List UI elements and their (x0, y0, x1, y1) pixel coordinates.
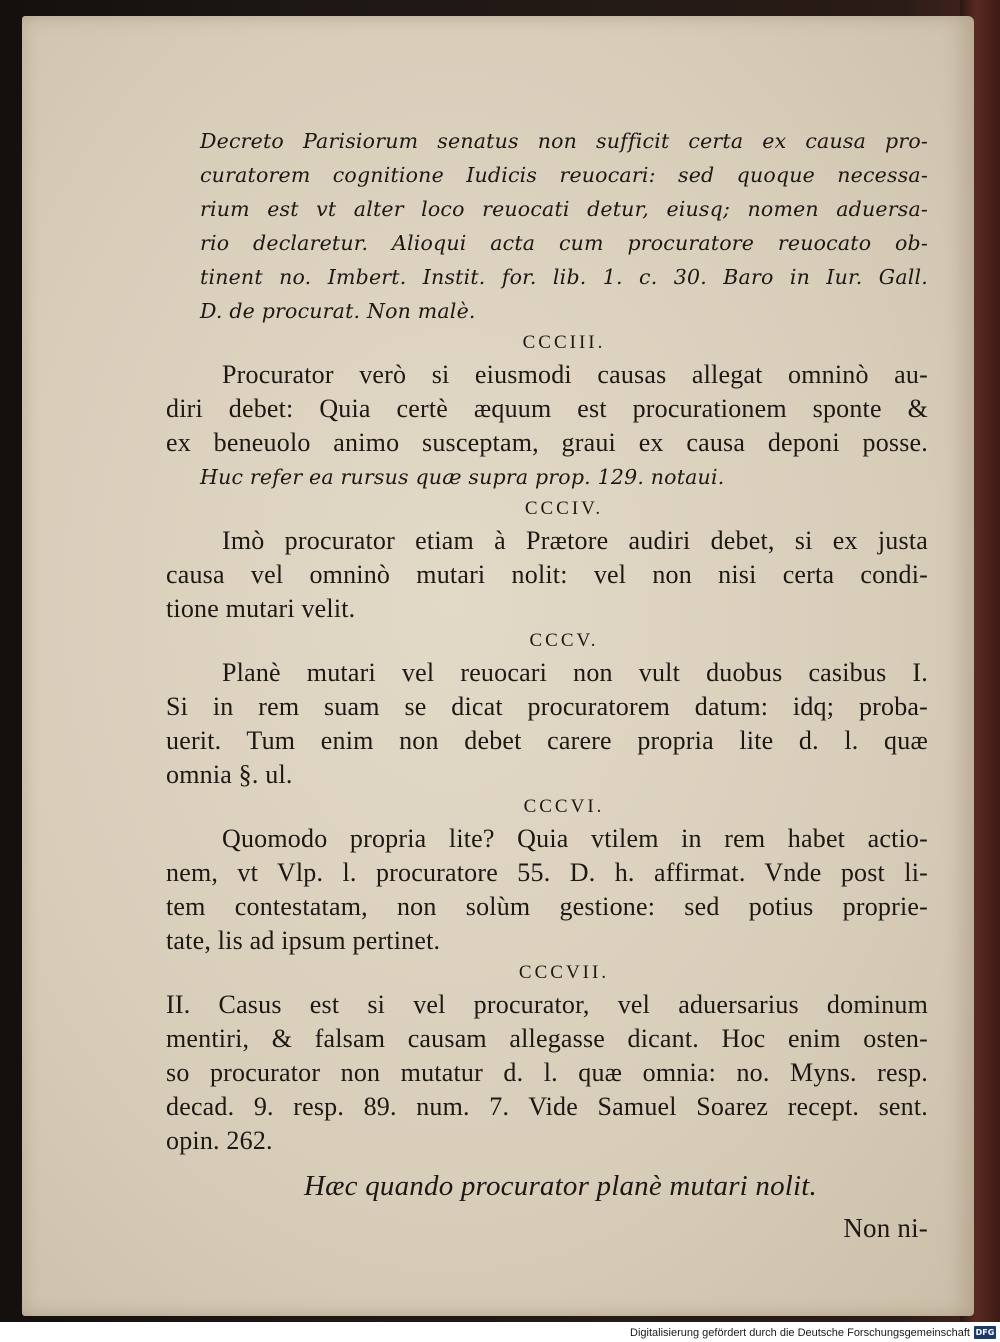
text-line: nem, vt Vlp. l. procuratore 55. D. h. affirmat. Vnde post li- (166, 858, 928, 887)
book-page (22, 16, 974, 1316)
text-line: Quomodo propria lite? Quia vtilem in rem habet actio- (222, 824, 928, 853)
text-line: tione mutari velit. (166, 594, 356, 623)
text-line: Huc refer ea rursus quæ supra prop. 129. notaui. (200, 465, 725, 489)
footer-bar (0, 1322, 1000, 1342)
text-line: Decreto Parisiorum senatus non sufficit certa ex causa pro- (200, 129, 928, 153)
text-line: ex beneuolo animo susceptam, graui ex causa deponi posse. (166, 428, 928, 457)
text-line: rium est vt alter loco reuocati detur, eiusq; nomen aduersa- (200, 197, 928, 221)
text-line: opin. 262. (166, 1126, 273, 1155)
section-heading: CCCVII. (518, 962, 610, 983)
text-line: so procurator non mutatur d. l. quæ omnia: no. Myns. resp. (166, 1058, 928, 1087)
text-line: II. Casus est si vel procurator, vel aduersarius dominum (166, 990, 928, 1019)
funding-credit: Digitalisierung gefördert durch die Deutsche Forschungsgemeinschaft (630, 1327, 970, 1339)
closing-line: Hæc quando procurator planè mutari nolit. (304, 1170, 818, 1202)
text-line: omnia §. ul. (166, 760, 293, 789)
text-line: Planè mutari vel reuocari non vult duobus casibus I. (222, 658, 928, 687)
text-line: curatorem cognitione Iudicis reuocari: sed quoque necessa- (200, 163, 928, 187)
section-heading: CCCV. (529, 630, 599, 651)
text-line: mentiri, & falsam causam allegasse dicant. Hoc enim osten- (166, 1024, 928, 1053)
text-line: tinent no. Imbert. Instit. for. lib. 1. c. 30. Baro in Iur. Gall. (200, 265, 928, 289)
catchword: Non ni- (843, 1213, 928, 1243)
text-line: D. de procurat. Non malè. (200, 299, 476, 323)
text-line: uerit. Tum enim non debet carere propria lite d. l. quæ (166, 726, 928, 755)
section-heading: CCCVI. (523, 796, 605, 817)
text-line: diri debet: Quia certè æquum est procurationem sponte & (166, 394, 928, 423)
text-line: Si in rem suam se dicat procuratorem datum: idq; proba- (166, 692, 928, 721)
text-line: tate, lis ad ipsum pertinet. (166, 926, 441, 955)
dfg-logo-icon: DFG (975, 1328, 995, 1337)
text-line: causa vel omninò mutari nolit: vel non nisi certa condi- (166, 560, 928, 589)
text-line: Procurator verò si eiusmodi causas allegat omninò au- (222, 360, 928, 389)
text-line: decad. 9. resp. 89. num. 7. Vide Samuel Soarez recept. sent. (166, 1092, 928, 1121)
text-line: Imò procurator etiam à Prætore audiri debet, si ex justa (222, 526, 928, 555)
text-line: rio declaretur. Alioqui acta cum procuratore reuocato ob- (200, 231, 928, 255)
text-line: tem contestatam, non solùm gestione: sed potius proprie- (166, 892, 928, 921)
page-text (166, 124, 928, 1248)
section-heading: CCCIII. (522, 332, 606, 353)
section-heading: CCCIV. (524, 498, 604, 519)
